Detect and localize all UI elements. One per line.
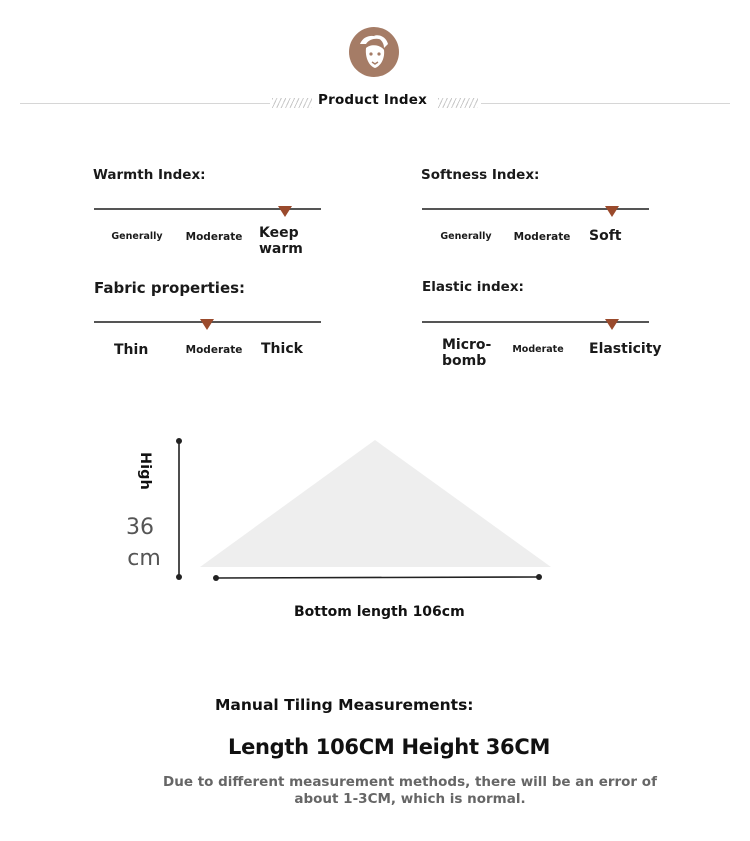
height-line-bottom-dot [176,574,182,580]
measurements-note-line1: Due to different measurement methods, there will be an error of [163,774,657,790]
elastic-option-moderate: Moderate [512,344,564,355]
softness-index-marker [605,206,619,217]
height-label: High [137,452,153,490]
bottom-line-right-dot [536,574,542,580]
height-line-top-dot [176,438,182,444]
elastic-option-elasticity: Elasticity [589,341,662,357]
softness-index-label: Softness Index: [421,167,540,183]
warmth-index-label: Warmth Index: [93,167,206,183]
fabric-option-thin: Thin [114,342,149,358]
triangle-shape [200,440,551,567]
header-divider-right [481,103,730,104]
fabric-properties-marker [200,319,214,330]
fabric-properties-label: Fabric properties: [94,279,246,297]
fabric-option-moderate: Moderate [185,344,243,356]
height-unit: cm [127,546,161,571]
bottom-line-left-dot [213,575,219,581]
softness-option-soft: Soft [589,228,622,244]
measurements-summary: Length 106CM Height 36CM [228,735,551,759]
triangle-diagram [0,430,750,590]
warmth-option-moderate: Moderate [185,231,243,243]
header-divider-left [20,103,270,104]
height-value: 36 [126,515,154,540]
page-title: Product Index [318,92,428,108]
warmth-option-keep-warm: Keep warm [259,225,303,257]
softness-option-moderate: Moderate [513,231,571,243]
bottom-length-label: Bottom length 106cm [294,604,465,620]
warmth-index-marker [278,206,292,217]
elastic-option-micro-bomb: Micro-bomb [442,337,492,369]
warmth-option-generally: Generally [111,231,163,242]
measurements-title: Manual Tiling Measurements: [215,696,474,714]
header-hatch-left [272,98,312,108]
elastic-index-label: Elastic index: [422,279,524,295]
fabric-option-thick: Thick [261,341,303,357]
bottom-line [216,577,539,578]
header-hatch-right [438,98,478,108]
measurements-note-line2: about 1-3CM, which is normal. [294,791,526,807]
softness-option-generally: Generally [440,231,492,242]
goat-logo-icon [348,26,400,78]
elastic-index-marker [605,319,619,330]
